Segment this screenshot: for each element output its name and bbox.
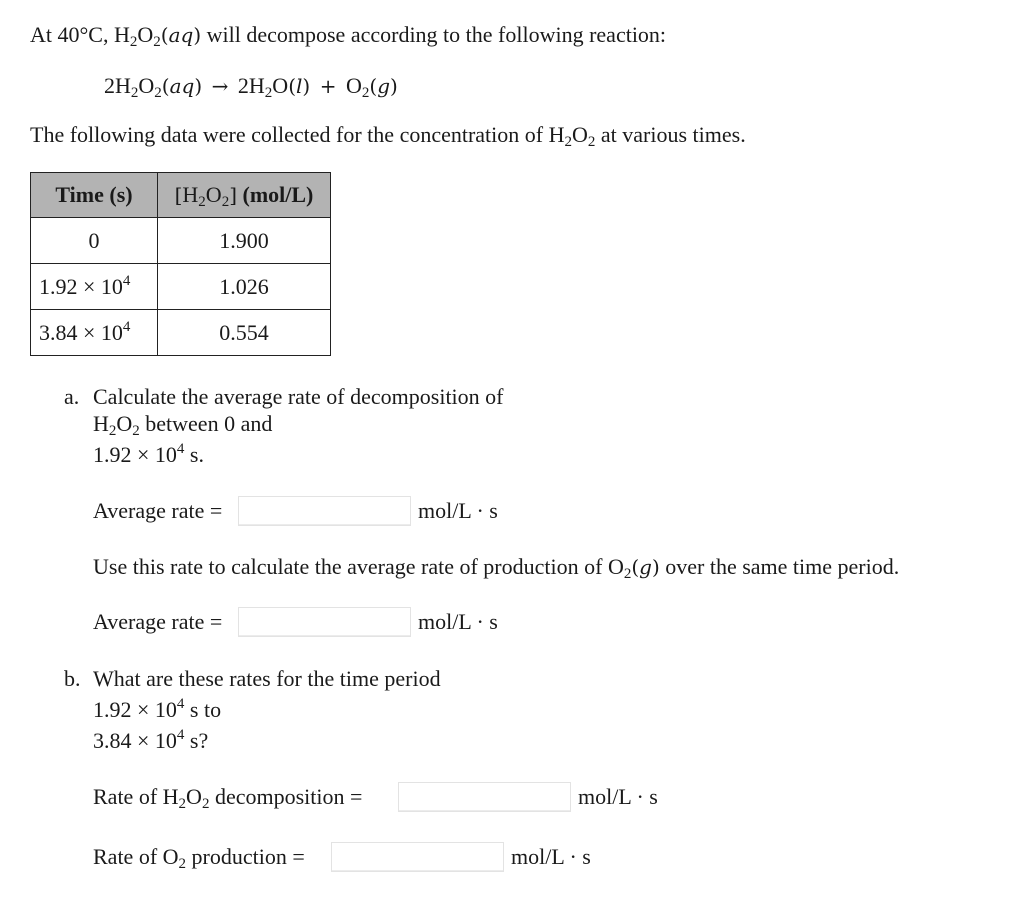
unit-label: mol/L · s [511,844,591,869]
cell-time: $1.92 \times 10^4$ [31,264,158,310]
header-time: Time (s) [31,173,158,218]
average-rate-label: Average rate = [93,609,223,634]
formula-h2o2: $H_2O_2$ [93,411,140,439]
table-row [31,264,331,310]
header-concentration: $[H_2O_2]$ (mol/L) [158,173,331,218]
average-rate-label: Average rate = [93,498,223,523]
formula-h2o: $H_2O$ [248,73,289,101]
cell-concentration: 1.026 [158,264,331,310]
plus-sign: + [319,74,337,98]
reaction-equation: $2H_2O_2(aq) \to 2H_2O(l) + O_2(g)$ [104,73,398,101]
cell-concentration: 1.900 [158,218,331,264]
part-a-question-line3: $1.92 \times 10^4$ s. [93,441,204,467]
concentration-table [30,172,331,356]
part-b-question-line3: $3.84 \times 10^4$ s? [93,727,209,753]
state-aq: aq [168,23,194,47]
cell-time: $3.84 \times 10^4$ [31,310,158,356]
formula-o2: $O_2$ [162,844,187,872]
part-b-question-line1: What are these rates for the time period [93,666,441,691]
unit-label: mol/L · s [418,498,498,523]
cell-concentration: 0.554 [158,310,331,356]
average-rate-o2-input[interactable] [238,607,411,637]
intro-prefix: At 40°C, [30,22,114,47]
h2o2-decomposition-rate-label: Rate of $H_2O_2$ decomposition = [93,784,363,812]
intro-sentence: At 40°C, $H_2O_2(aq)$ will decompose according to the following reaction: [30,22,667,50]
table-row [31,218,331,264]
part-b-question-line2: $1.92 \times 10^4$ s to [93,696,222,722]
average-rate-h2o2-input[interactable] [238,496,411,526]
table-header-row [31,173,331,218]
h2o2-decomposition-rate-input[interactable] [398,782,571,812]
reaction-arrow: → [211,74,229,98]
table-row [31,310,331,356]
formula-h2o2: $H_2O_2$ [115,73,162,101]
formula-o2: $O_2$ [345,73,370,101]
cell-time: 0 [31,218,158,264]
formula-o2: $O_2$ [607,554,632,582]
part-a-question-line2: $H_2O_2$ between 0 and [93,411,273,439]
part-a-marker: a. [64,384,80,409]
part-b-marker: b. [64,666,81,691]
intro-suffix: will decompose according to the following reaction: [201,22,667,47]
data-sentence: The following data were collected for the concentration of $H_2O_2$ at various times. [30,122,746,150]
use-rate-sentence: Use this rate to calculate the average rate of production of $O_2(g)$ over the same time period. [93,554,900,582]
unit-label: mol/L · s [418,609,498,634]
o2-production-rate-label: Rate of $O_2$ production = [93,844,305,872]
part-a-question-line1: Calculate the average rate of decomposition of [93,384,504,409]
formula-h2o2: $H_2O_2$ [548,122,596,150]
o2-production-rate-input[interactable] [331,842,504,872]
formula-h2o2: $H_2O_2$ [113,22,161,50]
formula-h2o2: $H_2O_2$ [162,784,210,812]
unit-label: mol/L · s [578,784,658,809]
